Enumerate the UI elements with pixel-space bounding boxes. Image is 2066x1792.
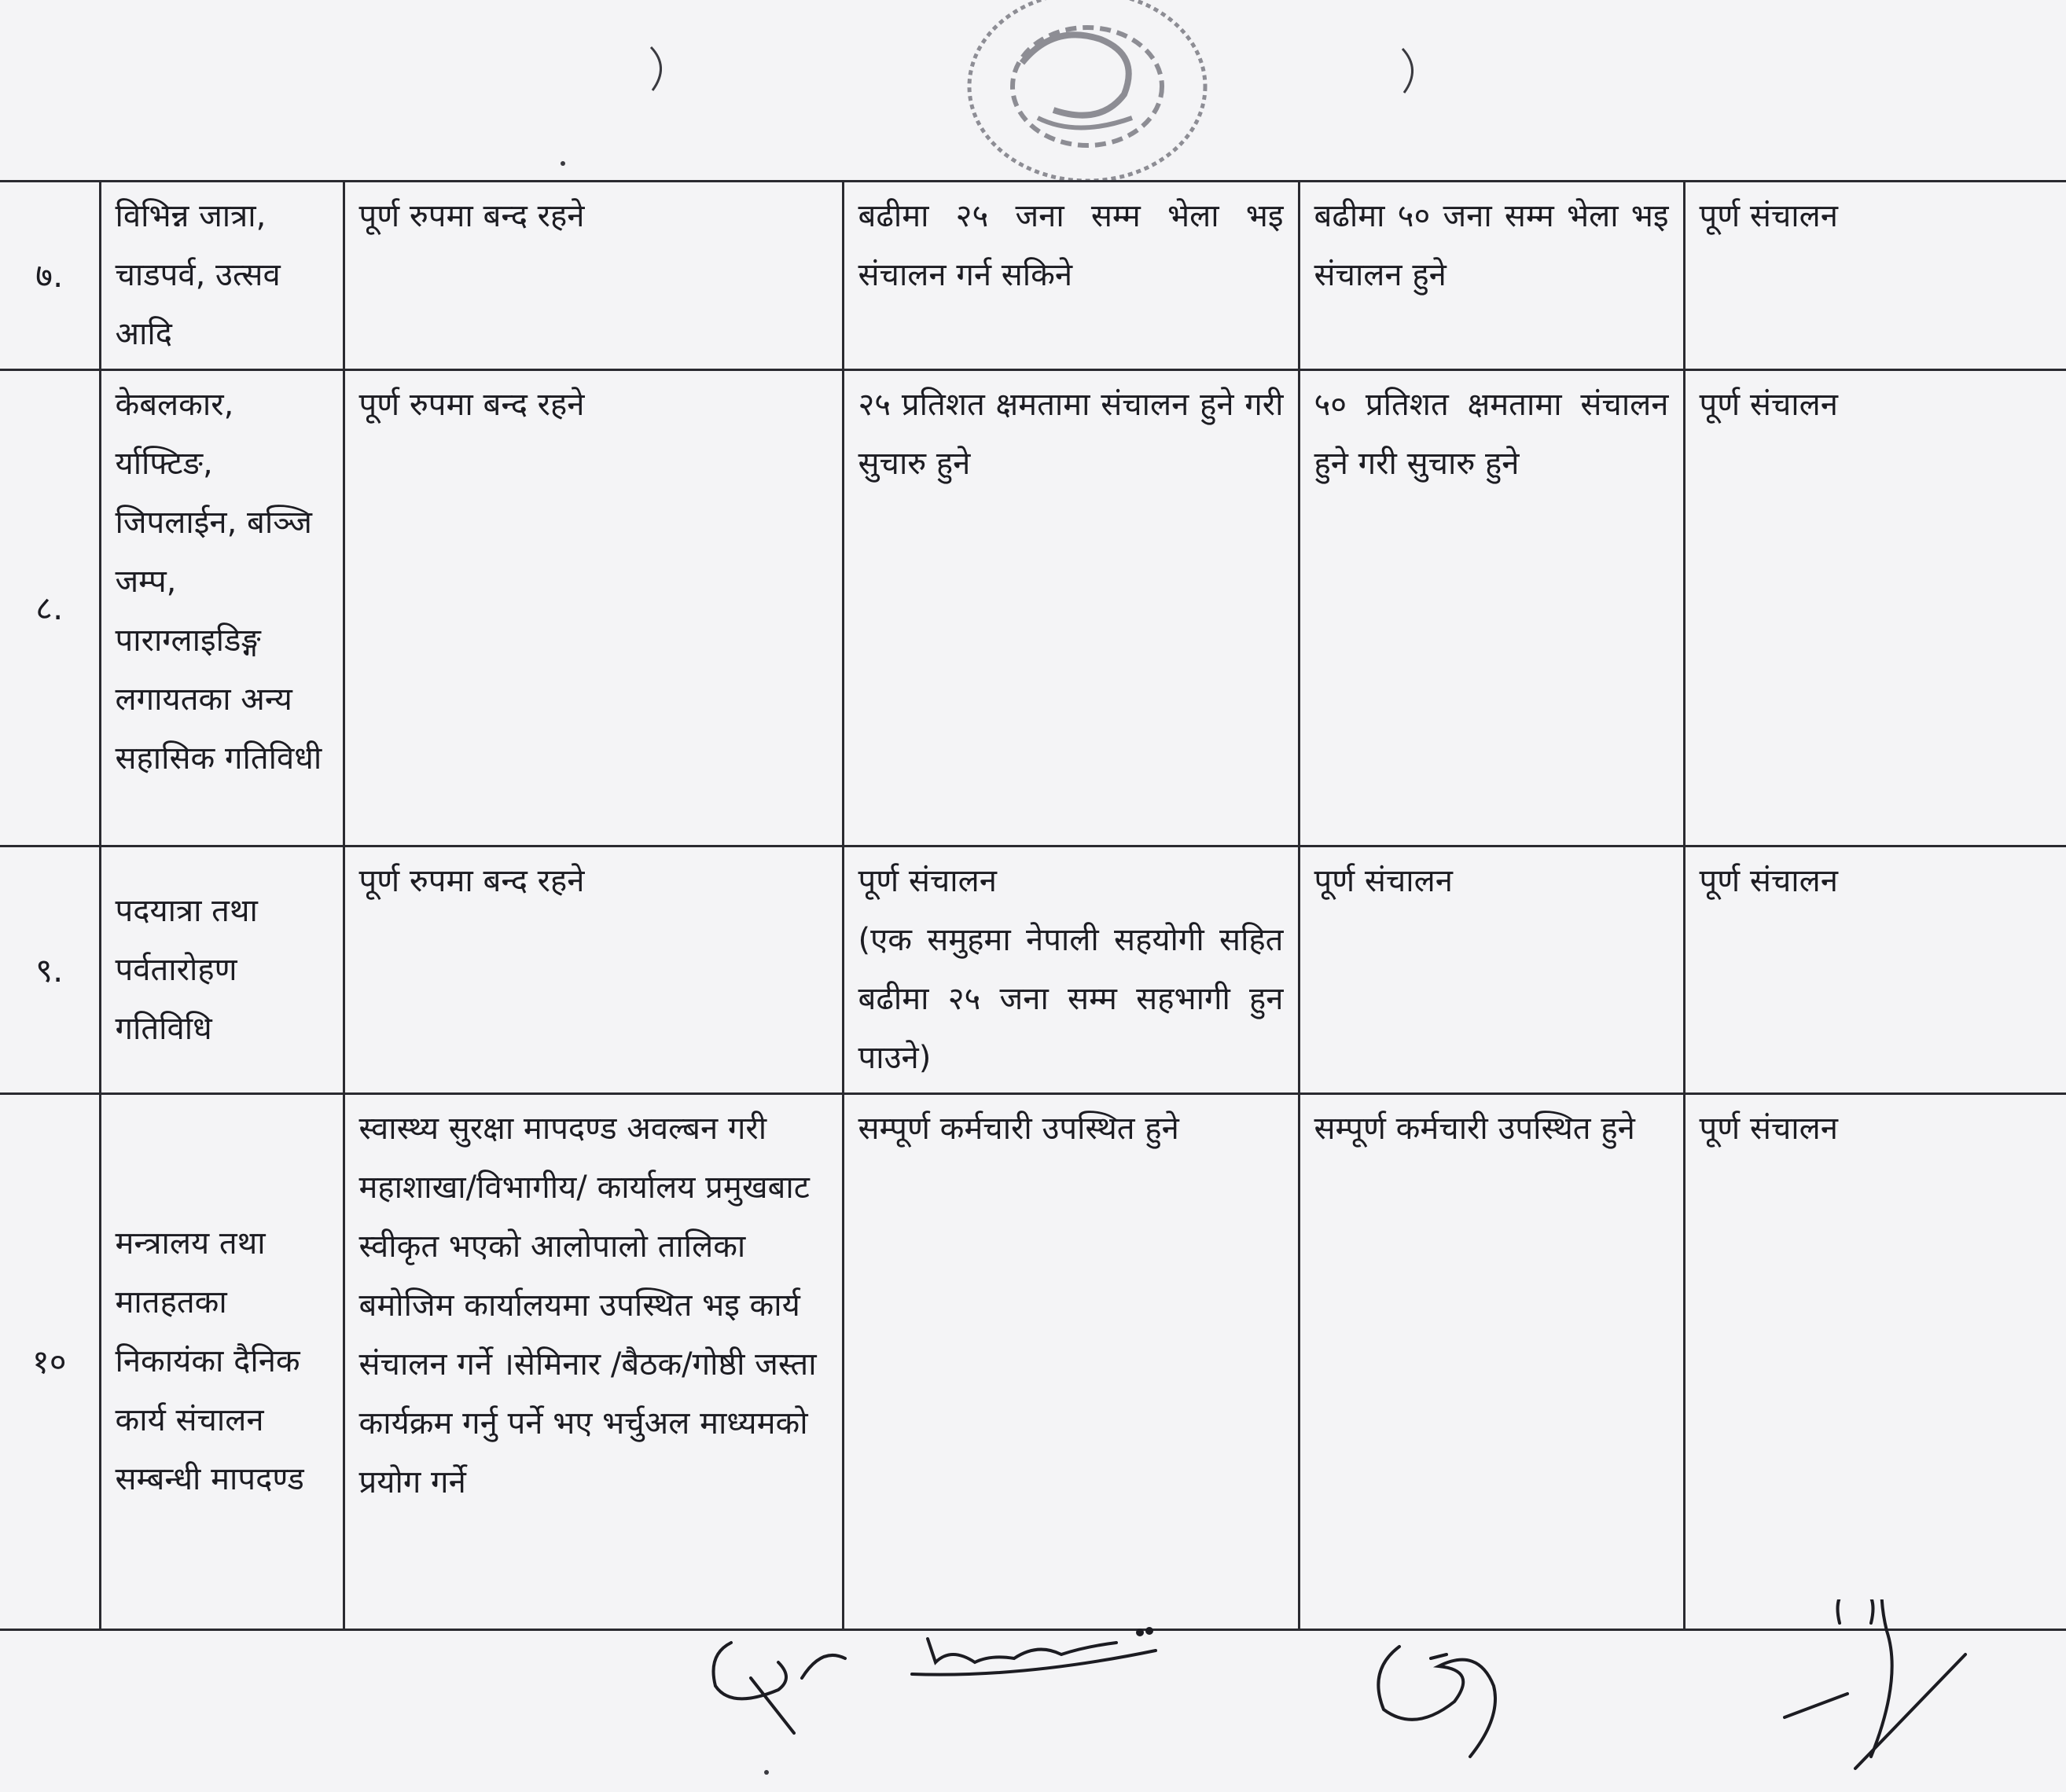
row-cell-col-c: सम्पूर्ण कर्मचारी उपस्थित हुने — [1299, 1094, 1684, 1630]
signature-2 — [912, 1629, 1156, 1675]
row-cell-col-b — [843, 846, 1299, 1094]
row-cell-col-a: स्वास्थ्य सुरक्षा मापदण्ड अवल्बन गरी महाशाखा/विभागीय/ कार्यालय प्रमुखबाट स्वीकृत भएको आलोपालो तालिका बमोजिम कार्यालयमा उपस्थित भइ कार्य संचालन गर्ने ।सेमिनार /बैठक/गोष्ठी जस्ता कार्यक्रम गर्नु पर्ने भए भर्चुअल माध्यमको प्रयोग गर्ने — [344, 1094, 843, 1630]
row-cell-col-d: पूर्ण संचालन — [1684, 1094, 2066, 1630]
cell-title: पूर्ण संचालन — [858, 863, 997, 899]
official-stamp — [969, 0, 1205, 181]
row-topic: पदयात्रा तथा पर्वतारोहण गतिविधि — [100, 846, 344, 1094]
row-cell-col-a: पूर्ण रुपमा बन्द रहने — [344, 846, 843, 1094]
row-number: ९. — [0, 846, 100, 1094]
paren-mark-right — [1402, 49, 1413, 93]
row-topic: केबलकार, र्याफ्टिङ, जिपलाईन, बञ्जि जम्प, पाराग्लाइडिङ्ग लगायतका अन्य सहासिक गतिविधी — [100, 370, 344, 846]
ink-dot — [561, 161, 565, 166]
row-cell-col-a: पूर्ण रुपमा बन्द रहने — [344, 370, 843, 846]
signature-1 — [714, 1643, 846, 1733]
table-row — [0, 1094, 2066, 1630]
row-cell-col-a: पूर्ण रुपमा बन्द रहने — [344, 182, 843, 370]
row-cell-col-b: बढीमा २५ जना सम्म भेला भइ संचालन गर्न सकिने — [843, 182, 1299, 370]
row-cell-col-c: पूर्ण संचालन — [1299, 846, 1684, 1094]
row-number: १० — [0, 1094, 100, 1630]
row-topic: विभिन्न जात्रा, चाडपर्व, उत्सव आदि — [100, 182, 344, 370]
row-cell-col-d: पूर्ण संचालन — [1684, 370, 2066, 846]
row-cell-col-b: सम्पूर्ण कर्मचारी उपस्थित हुने — [843, 1094, 1299, 1630]
cell-note: (एक समुहमा नेपाली सहयोगी सहित बढीमा २५ जना सम्म सहभागी हुन पाउने) — [858, 922, 1284, 1076]
table-row — [0, 370, 2066, 846]
row-cell-col-b: २५ प्रतिशत क्षमतामा संचालन हुने गरी सुचारु हुने — [843, 370, 1299, 846]
row-cell-col-d: पूर्ण संचालन — [1684, 846, 2066, 1094]
paren-mark-left — [651, 47, 661, 90]
top-marks — [0, 0, 2066, 181]
signature-3 — [1378, 1647, 1495, 1757]
row-cell-col-d: पूर्ण संचालन — [1684, 182, 2066, 370]
signatures-area — [0, 1599, 2066, 1792]
signature-4 — [1785, 1599, 1965, 1768]
table-row — [0, 182, 2066, 370]
ink-dot — [764, 1770, 769, 1775]
row-cell-col-c: ५० प्रतिशत क्षमतामा संचालन हुने गरी सुचारु हुने — [1299, 370, 1684, 846]
row-topic: मन्त्रालय तथा मातहतका निकायंका दैनिक कार्य संचालन सम्बन्धी मापदण्ड — [100, 1094, 344, 1630]
measures-table — [0, 180, 2066, 1631]
row-number: ७. — [0, 182, 100, 370]
row-cell-col-c: बढीमा ५० जना सम्म भेला भइ संचालन हुने — [1299, 182, 1684, 370]
table-row — [0, 846, 2066, 1094]
row-number: ८. — [0, 370, 100, 846]
